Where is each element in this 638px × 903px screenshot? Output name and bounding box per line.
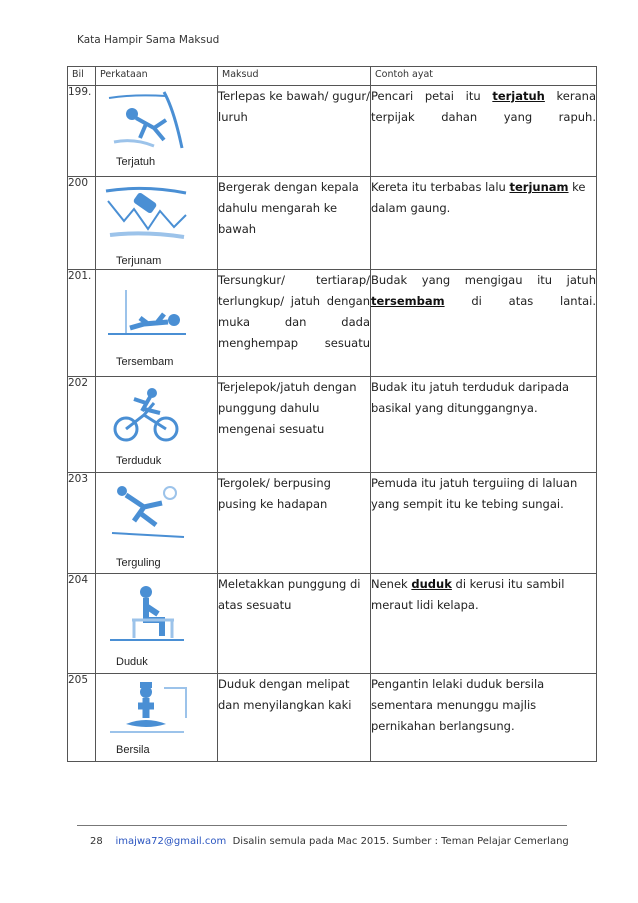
word-illustration bbox=[96, 574, 218, 674]
table-header-row bbox=[68, 67, 597, 86]
word-illustration bbox=[96, 86, 218, 177]
word-table bbox=[67, 66, 597, 762]
column-header-perkataan: Perkataan bbox=[96, 67, 218, 86]
word-illustration bbox=[96, 177, 218, 270]
person-falling-off-bicycle-illustration bbox=[104, 385, 188, 445]
maksud-text: Tergolek/ berpusing pusing ke hadapan bbox=[218, 473, 371, 574]
man-sitting-cross-legged-illustration bbox=[104, 678, 188, 738]
maksud-text: Bergerak dengan kepala dahulu mengarah ke bawah bbox=[218, 177, 371, 270]
highlighted-word: tersembam bbox=[371, 294, 445, 308]
highlighted-word: duduk bbox=[411, 577, 452, 591]
contoh-ayat: Kereta itu terbabas lalu terjunam ke dalam gaung. bbox=[371, 177, 597, 270]
word-illustration bbox=[96, 674, 218, 762]
word-caption: Terjunam bbox=[116, 255, 162, 267]
maksud-text: Tersungkur/ tertiarap/ terlungkup/ jatuh dengan muka dan dada menghempap sesuatu bbox=[218, 270, 371, 377]
table-row bbox=[68, 674, 597, 762]
table-row bbox=[68, 377, 597, 473]
contoh-ayat: Pengantin lelaki duduk bersila sementara menunggu majlis pernikahan berlangsung. bbox=[371, 674, 597, 762]
word-caption: Duduk bbox=[116, 656, 148, 668]
highlighted-word: terjatuh bbox=[492, 89, 545, 103]
row-number: 205 bbox=[68, 674, 96, 762]
word-caption: Terjatuh bbox=[116, 156, 156, 168]
row-number: 203 bbox=[68, 473, 96, 574]
row-number: 199. bbox=[68, 86, 96, 177]
author-email: imajwa72@gmail.com bbox=[115, 836, 227, 847]
woman-sitting-illustration bbox=[104, 584, 188, 644]
source-note: Disalin semula pada Mac 2015. Sumber : Teman Pelajar Cemerlang bbox=[232, 836, 569, 847]
word-illustration bbox=[96, 377, 218, 473]
word-caption: Bersila bbox=[116, 744, 150, 756]
table-row bbox=[68, 574, 597, 674]
column-header-contoh-ayat: Contoh ayat bbox=[371, 67, 597, 86]
falling-person-illustration bbox=[104, 90, 188, 150]
contoh-ayat: Budak yang mengigau itu jatuh tersembam di atas lantai. bbox=[371, 270, 597, 377]
word-illustration bbox=[96, 270, 218, 377]
word-caption: Terduduk bbox=[116, 455, 162, 467]
maksud-text: Terjelepok/jatuh dengan punggung dahulu mengenai sesuatu bbox=[218, 377, 371, 473]
contoh-ayat: Pemuda itu jatuh terguiing di laluan yang sempit itu ke tebing sungai. bbox=[371, 473, 597, 574]
person-tumbling-illustration bbox=[104, 481, 188, 541]
word-illustration bbox=[96, 473, 218, 574]
maksud-text: Terlepas ke bawah/ gugur/ luruh bbox=[218, 86, 371, 177]
contoh-ayat: Budak itu jatuh terduduk daripada basikal yang ditunggangnya. bbox=[371, 377, 597, 473]
contoh-ayat: Pencari petai itu terjatuh kerana terpijak dahan yang rapuh. bbox=[371, 86, 597, 177]
row-number: 201. bbox=[68, 270, 96, 377]
row-number: 202 bbox=[68, 377, 96, 473]
page-number: 28 bbox=[90, 836, 103, 847]
contoh-ayat: Nenek duduk di kerusi itu sambil meraut lidi kelapa. bbox=[371, 574, 597, 674]
word-caption: Terguling bbox=[116, 557, 161, 569]
highlighted-word: terjunam bbox=[509, 180, 569, 194]
maksud-text: Duduk dengan melipat dan menyilangkan kaki bbox=[218, 674, 371, 762]
document-title: Kata Hampir Sama Maksud bbox=[77, 34, 220, 46]
row-number: 200 bbox=[68, 177, 96, 270]
column-header-maksud: Maksud bbox=[218, 67, 371, 86]
table-row bbox=[68, 270, 597, 377]
person-falling-face-down-illustration bbox=[104, 284, 188, 344]
row-number: 204 bbox=[68, 574, 96, 674]
car-plunging-illustration bbox=[104, 181, 188, 241]
column-header-bil: Bil bbox=[68, 67, 96, 86]
page-footer bbox=[90, 836, 569, 847]
maksud-text: Meletakkan punggung di atas sesuatu bbox=[218, 574, 371, 674]
table-row bbox=[68, 86, 597, 177]
table-row bbox=[68, 473, 597, 574]
table-row bbox=[68, 177, 597, 270]
footer-divider bbox=[77, 825, 567, 826]
word-caption: Tersembam bbox=[116, 356, 174, 368]
